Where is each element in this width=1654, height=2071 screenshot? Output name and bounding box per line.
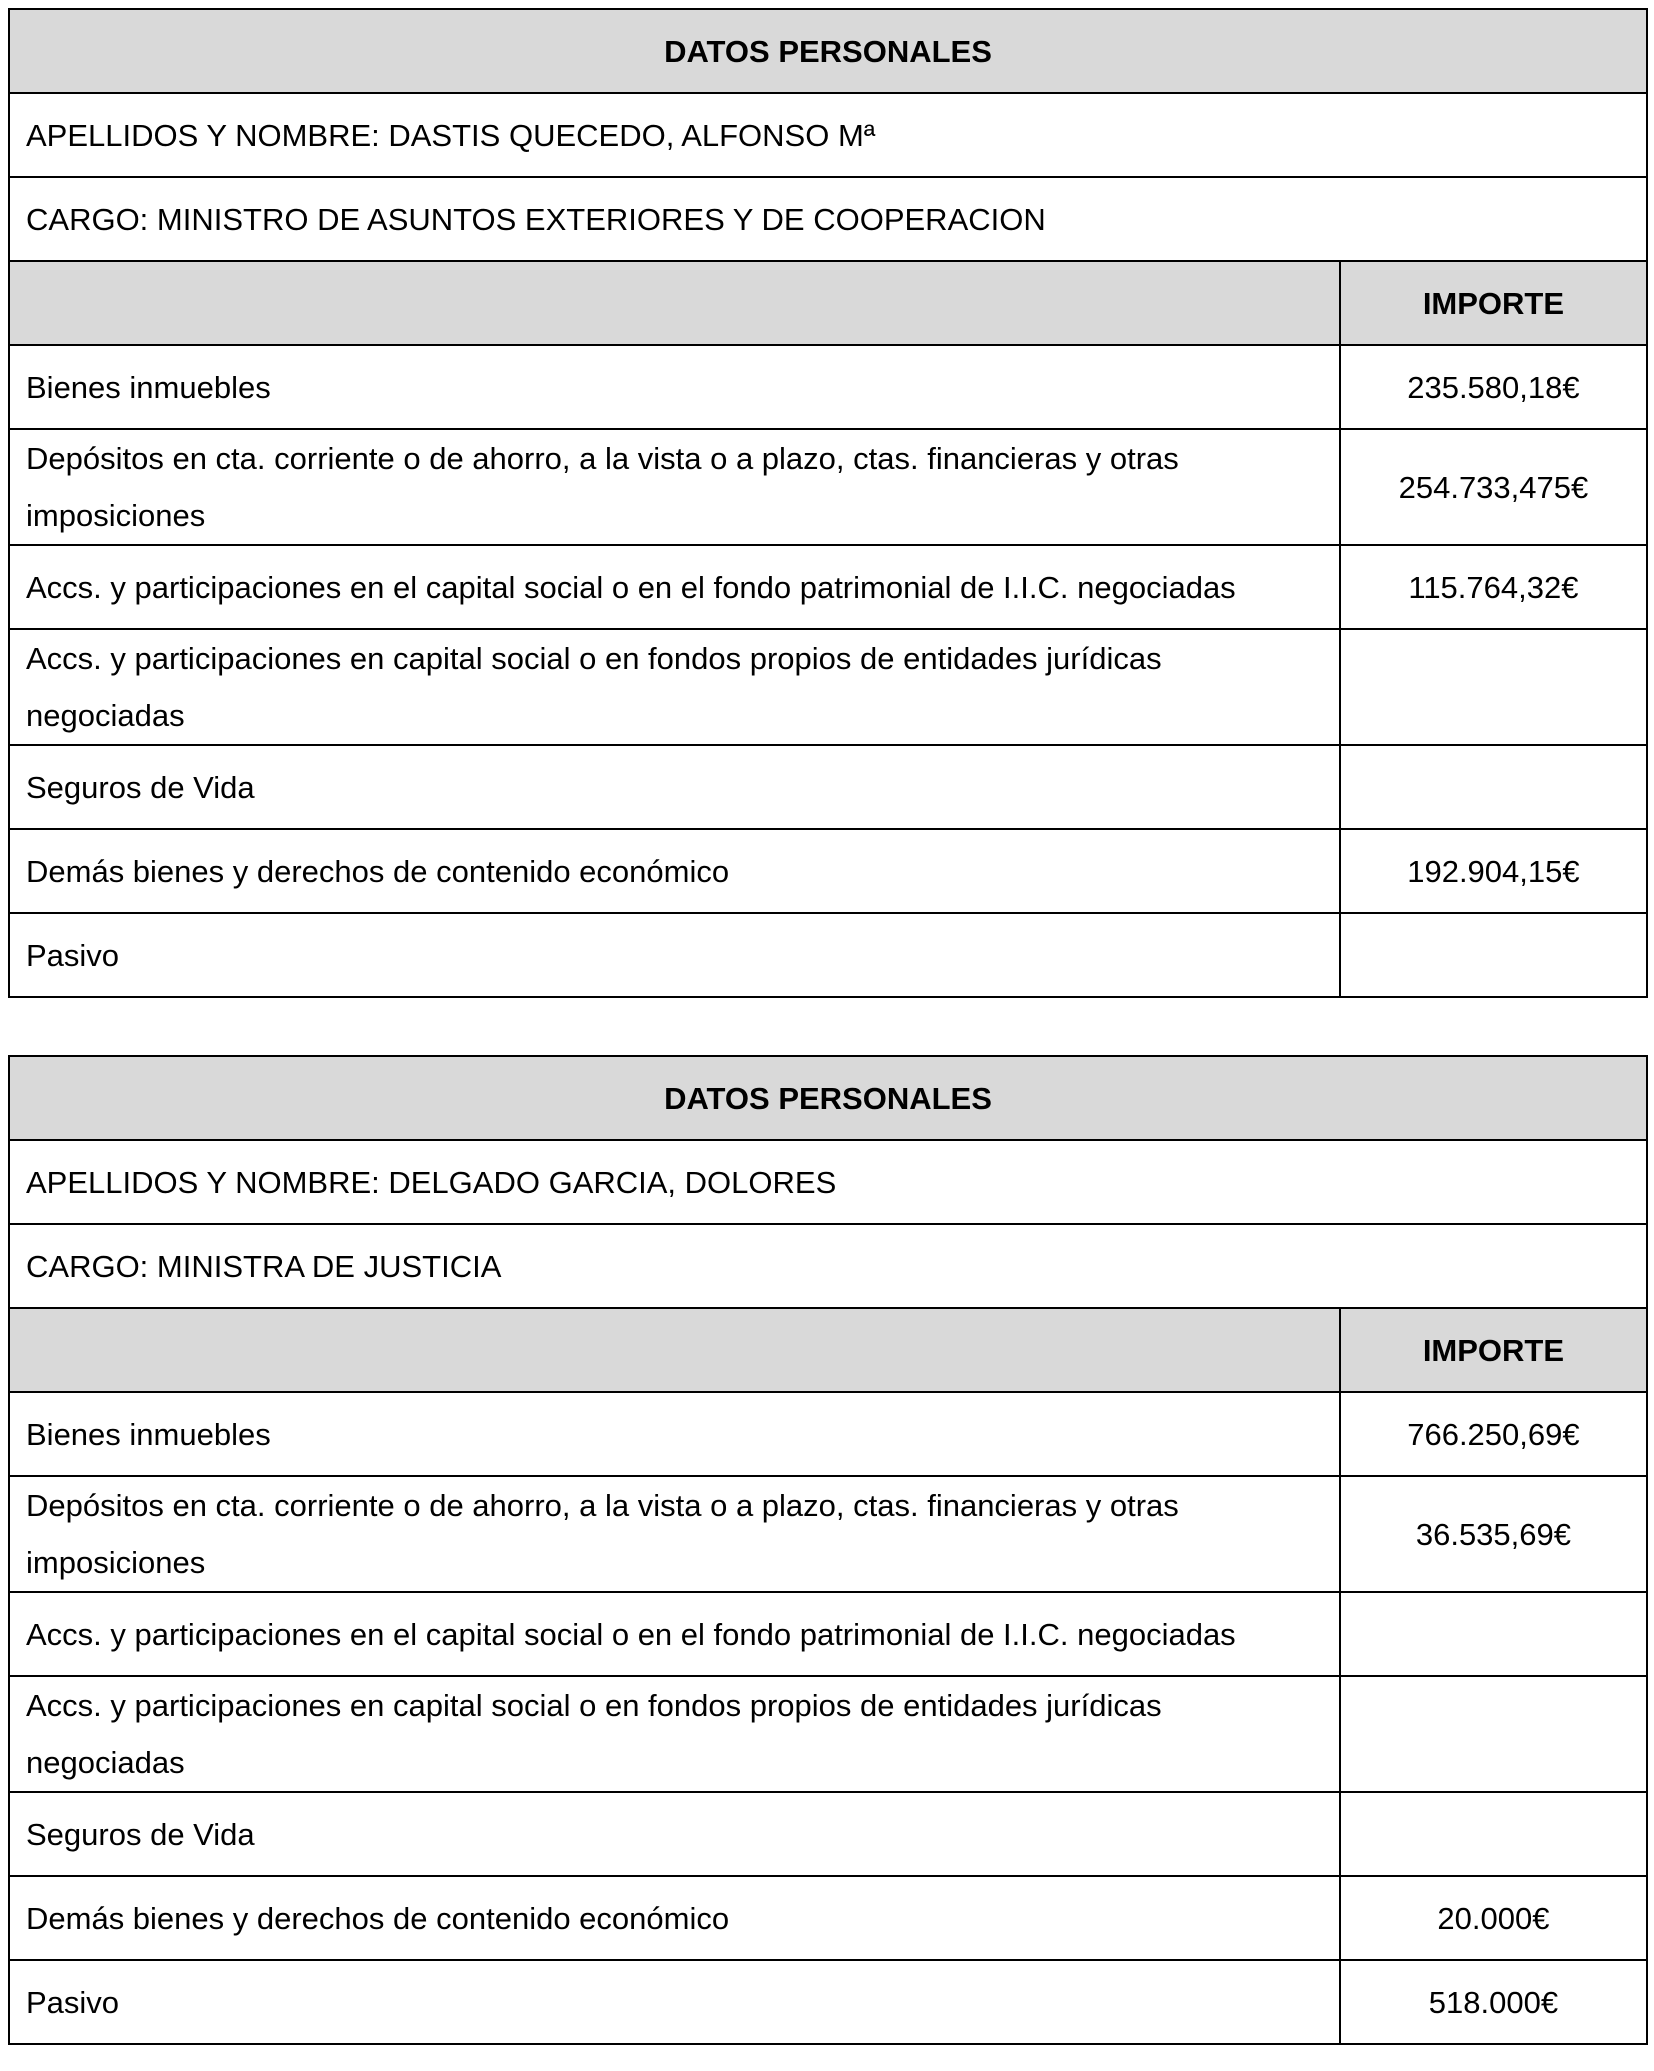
amount-header: IMPORTE: [1340, 1308, 1647, 1392]
row-amount: 192.904,15€: [1340, 829, 1647, 913]
row-amount: [1340, 1592, 1647, 1676]
table-row: [9, 1392, 1647, 1476]
row-label: Demás bienes y derechos de contenido económico: [9, 1876, 1340, 1960]
row-label: Depósitos en cta. corriente o de ahorro, a la vista o a plazo, ctas. financieras y otras imposiciones: [9, 1476, 1340, 1592]
row-amount: [1340, 629, 1647, 745]
row-amount: 766.250,69€: [1340, 1392, 1647, 1476]
table-row: [9, 745, 1647, 829]
row-amount: [1340, 1792, 1647, 1876]
table-row: [9, 913, 1647, 997]
row-amount: [1340, 745, 1647, 829]
table-row: [9, 545, 1647, 629]
row-label: Accs. y participaciones en capital social o en fondos propios de entidades jurídicas negociadas: [9, 629, 1340, 745]
label-header-cell: [9, 261, 1340, 345]
table-row: [9, 1876, 1647, 1960]
row-amount: [1340, 913, 1647, 997]
row-label: Pasivo: [9, 913, 1340, 997]
section-title: DATOS PERSONALES: [9, 9, 1647, 93]
label-header-cell: [9, 1308, 1340, 1392]
row-label: Seguros de Vida: [9, 745, 1340, 829]
section-title: DATOS PERSONALES: [9, 1056, 1647, 1140]
row-amount: 235.580,18€: [1340, 345, 1647, 429]
table-row: [9, 1592, 1647, 1676]
table-row: [9, 1792, 1647, 1876]
amount-header: IMPORTE: [1340, 261, 1647, 345]
table-row: [9, 429, 1647, 545]
row-label: Bienes inmuebles: [9, 345, 1340, 429]
row-label: Bienes inmuebles: [9, 1392, 1340, 1476]
row-label: Depósitos en cta. corriente o de ahorro, a la vista o a plazo, ctas. financieras y otras imposiciones: [9, 429, 1340, 545]
table-row: [9, 829, 1647, 913]
row-amount: [1340, 1676, 1647, 1792]
row-amount: 254.733,475€: [1340, 429, 1647, 545]
name-line: APELLIDOS Y NOMBRE: DELGADO GARCIA, DOLORES: [9, 1140, 1647, 1224]
row-amount: 518.000€: [1340, 1960, 1647, 2044]
cargo-line: CARGO: MINISTRA DE JUSTICIA: [9, 1224, 1647, 1308]
row-label: Seguros de Vida: [9, 1792, 1340, 1876]
row-amount: 36.535,69€: [1340, 1476, 1647, 1592]
cargo-line: CARGO: MINISTRO DE ASUNTOS EXTERIORES Y DE COOPERACION: [9, 177, 1647, 261]
table-row: [9, 629, 1647, 745]
table-row: [9, 1676, 1647, 1792]
table-row: [9, 1476, 1647, 1592]
row-amount: 20.000€: [1340, 1876, 1647, 1960]
row-label: Demás bienes y derechos de contenido económico: [9, 829, 1340, 913]
row-label: Accs. y participaciones en el capital social o en el fondo patrimonial de I.I.C. negociadas: [9, 1592, 1340, 1676]
declaration-table-2: [8, 1055, 1648, 2045]
table-row: [9, 345, 1647, 429]
row-label: Accs. y participaciones en el capital social o en el fondo patrimonial de I.I.C. negociadas: [9, 545, 1340, 629]
declaration-table-1: [8, 8, 1648, 998]
row-amount: 115.764,32€: [1340, 545, 1647, 629]
name-line: APELLIDOS Y NOMBRE: DASTIS QUECEDO, ALFONSO Mª: [9, 93, 1647, 177]
row-label: Pasivo: [9, 1960, 1340, 2044]
row-label: Accs. y participaciones en capital social o en fondos propios de entidades jurídicas negociadas: [9, 1676, 1340, 1792]
table-row: [9, 1960, 1647, 2044]
